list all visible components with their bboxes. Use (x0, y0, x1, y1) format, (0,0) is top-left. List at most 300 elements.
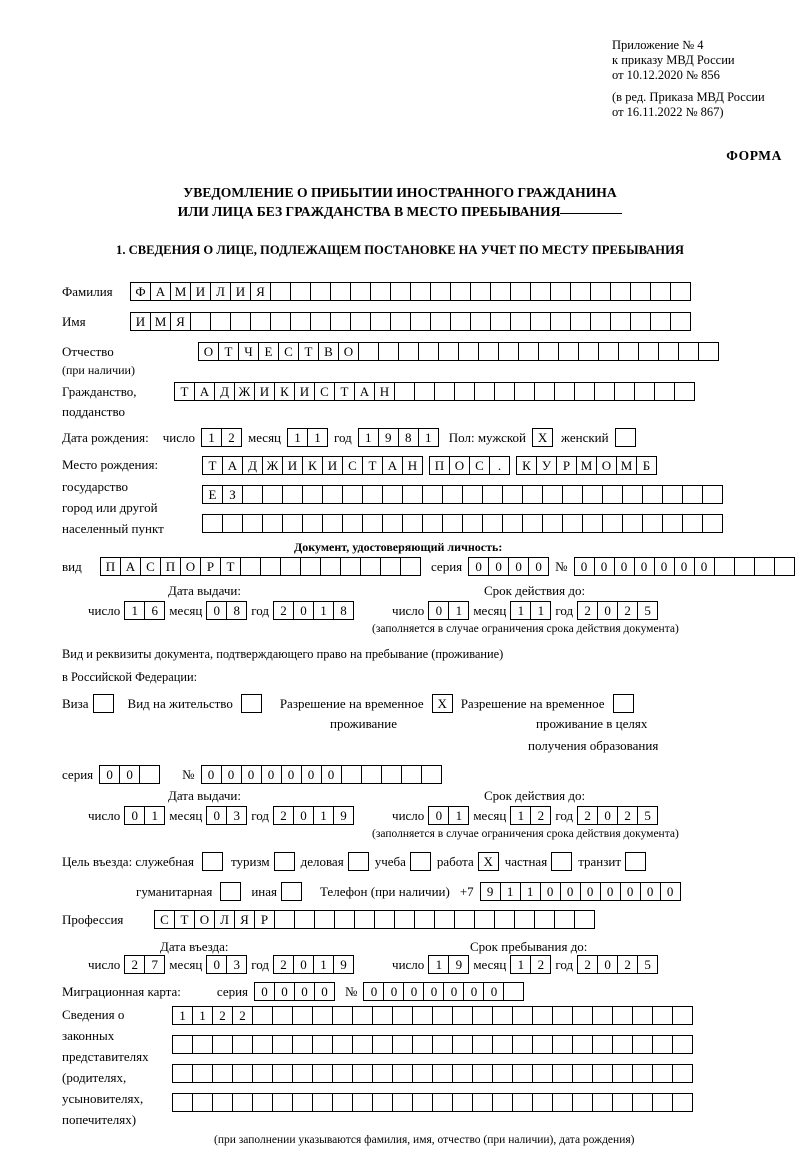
form-cell[interactable] (421, 765, 442, 784)
form-cell[interactable] (552, 1064, 573, 1083)
form-cell[interactable] (250, 312, 271, 331)
form-cell[interactable]: 1 (510, 601, 531, 620)
form-cell[interactable] (630, 312, 651, 331)
patronymic-input[interactable] (198, 342, 719, 361)
form-cell[interactable]: 2 (273, 601, 294, 620)
form-cell[interactable] (570, 282, 591, 301)
form-cell[interactable]: 0 (363, 982, 384, 1001)
form-cell[interactable] (262, 514, 283, 533)
form-cell[interactable]: 1 (418, 428, 439, 447)
sex-female-checkbox[interactable] (615, 428, 636, 447)
form-cell[interactable] (670, 282, 691, 301)
form-cell[interactable] (542, 514, 563, 533)
form-cell[interactable] (322, 514, 343, 533)
form-cell[interactable] (372, 1006, 393, 1025)
form-cell[interactable] (554, 910, 575, 929)
form-cell[interactable] (302, 485, 323, 504)
form-cell[interactable] (478, 342, 499, 361)
form-cell[interactable] (392, 1035, 413, 1054)
form-cell[interactable] (210, 312, 231, 331)
form-cell[interactable] (612, 1035, 633, 1054)
form-cell[interactable] (490, 312, 511, 331)
form-cell[interactable] (442, 514, 463, 533)
form-cell[interactable]: 3 (226, 955, 247, 974)
form-cell[interactable]: 0 (654, 557, 675, 576)
form-cell[interactable]: С (140, 557, 161, 576)
form-cell[interactable]: 0 (383, 982, 404, 1001)
surname-input[interactable] (130, 282, 691, 301)
form-cell[interactable]: 0 (694, 557, 715, 576)
form-cell[interactable]: 1 (428, 955, 449, 974)
form-cell[interactable] (472, 1006, 493, 1025)
form-cell[interactable] (422, 485, 443, 504)
form-cell[interactable] (622, 485, 643, 504)
form-cell[interactable]: 0 (293, 955, 314, 974)
form-cell[interactable]: 0 (403, 982, 424, 1001)
form-cell[interactable]: С (469, 456, 490, 475)
form-cell[interactable]: Н (374, 382, 395, 401)
purpose-work-checkbox[interactable]: X (478, 852, 499, 871)
form-cell[interactable]: 0 (281, 765, 302, 784)
form-cell[interactable] (503, 982, 524, 1001)
form-cell[interactable]: А (120, 557, 141, 576)
form-cell[interactable]: 2 (617, 806, 638, 825)
form-cell[interactable] (240, 557, 261, 576)
form-cell[interactable] (498, 342, 519, 361)
form-cell[interactable] (614, 382, 635, 401)
form-cell[interactable]: 5 (637, 601, 658, 620)
form-cell[interactable] (450, 312, 471, 331)
form-cell[interactable] (292, 1093, 313, 1112)
form-cell[interactable] (514, 382, 535, 401)
form-cell[interactable] (552, 1093, 573, 1112)
form-cell[interactable] (310, 312, 331, 331)
form-cell[interactable]: 0 (206, 806, 227, 825)
form-cell[interactable]: П (100, 557, 121, 576)
form-cell[interactable]: И (254, 382, 275, 401)
form-cell[interactable] (502, 514, 523, 533)
form-cell[interactable]: 1 (307, 428, 328, 447)
form-cell[interactable] (340, 557, 361, 576)
form-cell[interactable] (314, 910, 335, 929)
form-cell[interactable]: Д (242, 456, 263, 475)
form-cell[interactable] (352, 1035, 373, 1054)
entry-year-input[interactable] (273, 955, 354, 974)
purpose-official-checkbox[interactable] (202, 852, 223, 871)
form-cell[interactable] (532, 1064, 553, 1083)
form-cell[interactable] (512, 1035, 533, 1054)
form-cell[interactable]: 0 (423, 982, 444, 1001)
form-cell[interactable] (552, 1035, 573, 1054)
form-cell[interactable]: 0 (293, 601, 314, 620)
legal-rep-input-line3[interactable] (172, 1064, 693, 1083)
form-cell[interactable] (362, 485, 383, 504)
form-cell[interactable] (510, 282, 531, 301)
form-cell[interactable]: 0 (574, 557, 595, 576)
form-cell[interactable]: Т (174, 382, 195, 401)
stay-day-input[interactable] (428, 955, 469, 974)
form-cell[interactable]: В (318, 342, 339, 361)
form-cell[interactable] (402, 485, 423, 504)
form-cell[interactable]: 1 (448, 601, 469, 620)
form-cell[interactable] (512, 1064, 533, 1083)
form-cell[interactable]: 0 (594, 557, 615, 576)
form-cell[interactable]: 0 (99, 765, 120, 784)
form-cell[interactable]: 0 (483, 982, 504, 1001)
form-cell[interactable]: 1 (201, 428, 222, 447)
form-cell[interactable] (232, 1035, 253, 1054)
form-cell[interactable] (270, 312, 291, 331)
form-cell[interactable] (610, 312, 631, 331)
form-cell[interactable]: И (230, 282, 251, 301)
form-cell[interactable] (322, 485, 343, 504)
form-cell[interactable]: М (150, 312, 171, 331)
form-cell[interactable]: 0 (221, 765, 242, 784)
form-cell[interactable] (554, 382, 575, 401)
form-cell[interactable] (482, 485, 503, 504)
form-cell[interactable]: 0 (597, 955, 618, 974)
form-cell[interactable] (292, 1006, 313, 1025)
form-cell[interactable]: Р (254, 910, 275, 929)
form-cell[interactable]: С (278, 342, 299, 361)
form-cell[interactable] (292, 1064, 313, 1083)
form-cell[interactable] (392, 1093, 413, 1112)
form-cell[interactable]: 1 (124, 601, 145, 620)
form-cell[interactable] (590, 312, 611, 331)
form-cell[interactable]: Е (202, 485, 223, 504)
form-cell[interactable] (672, 1006, 693, 1025)
form-cell[interactable] (494, 910, 515, 929)
form-cell[interactable]: 2 (124, 955, 145, 974)
form-cell[interactable] (232, 1064, 253, 1083)
form-cell[interactable] (462, 514, 483, 533)
form-cell[interactable] (562, 485, 583, 504)
form-cell[interactable] (538, 342, 559, 361)
form-cell[interactable]: 0 (294, 982, 315, 1001)
form-cell[interactable] (462, 485, 483, 504)
permit-issue-year-input[interactable] (273, 806, 354, 825)
form-cell[interactable] (534, 910, 555, 929)
form-cell[interactable] (312, 1006, 333, 1025)
birth-year-input[interactable] (358, 428, 439, 447)
form-cell[interactable] (452, 1006, 473, 1025)
form-cell[interactable] (530, 312, 551, 331)
form-cell[interactable] (372, 1035, 393, 1054)
form-cell[interactable] (292, 1035, 313, 1054)
form-cell[interactable] (672, 1064, 693, 1083)
form-cell[interactable] (312, 1064, 333, 1083)
form-cell[interactable] (430, 312, 451, 331)
form-cell[interactable] (458, 342, 479, 361)
form-cell[interactable]: 0 (540, 882, 561, 901)
form-cell[interactable] (300, 557, 321, 576)
form-cell[interactable]: 2 (617, 955, 638, 974)
form-cell[interactable] (552, 1006, 573, 1025)
form-cell[interactable] (252, 1006, 273, 1025)
temporary-residence-checkbox[interactable]: X (432, 694, 453, 713)
form-cell[interactable] (572, 1035, 593, 1054)
form-cell[interactable] (290, 282, 311, 301)
form-cell[interactable] (612, 1093, 633, 1112)
birth-day-input[interactable] (201, 428, 242, 447)
form-cell[interactable] (574, 382, 595, 401)
form-cell[interactable] (602, 514, 623, 533)
entry-month-input[interactable] (206, 955, 247, 974)
entry-day-input[interactable] (124, 955, 165, 974)
form-cell[interactable]: 1 (313, 955, 334, 974)
form-cell[interactable] (550, 282, 571, 301)
form-cell[interactable] (172, 1064, 193, 1083)
form-cell[interactable] (632, 1006, 653, 1025)
form-cell[interactable] (332, 1064, 353, 1083)
form-cell[interactable]: 0 (124, 806, 145, 825)
form-cell[interactable] (270, 282, 291, 301)
form-cell[interactable]: О (338, 342, 359, 361)
sex-male-checkbox[interactable]: X (532, 428, 553, 447)
form-cell[interactable] (510, 312, 531, 331)
form-cell[interactable]: 0 (293, 806, 314, 825)
form-cell[interactable] (512, 1006, 533, 1025)
form-cell[interactable] (410, 312, 431, 331)
form-cell[interactable] (310, 282, 331, 301)
purpose-tourism-checkbox[interactable] (274, 852, 295, 871)
form-cell[interactable] (652, 1035, 673, 1054)
form-cell[interactable] (492, 1093, 513, 1112)
form-cell[interactable] (332, 1006, 353, 1025)
form-cell[interactable] (212, 1093, 233, 1112)
form-cell[interactable]: 0 (614, 557, 635, 576)
form-cell[interactable] (394, 382, 415, 401)
form-cell[interactable] (492, 1035, 513, 1054)
form-cell[interactable]: 1 (287, 428, 308, 447)
form-cell[interactable] (352, 1064, 373, 1083)
migration-series-input[interactable] (254, 982, 335, 1001)
form-cell[interactable]: О (198, 342, 219, 361)
form-cell[interactable]: А (194, 382, 215, 401)
form-cell[interactable]: 1 (448, 806, 469, 825)
form-cell[interactable] (380, 557, 401, 576)
form-cell[interactable] (474, 910, 495, 929)
form-cell[interactable] (534, 382, 555, 401)
permit-issue-day-input[interactable] (124, 806, 165, 825)
form-cell[interactable] (632, 1064, 653, 1083)
permit-number-input[interactable] (201, 765, 442, 784)
form-cell[interactable] (360, 557, 381, 576)
stay-month-input[interactable] (510, 955, 551, 974)
form-cell[interactable]: И (130, 312, 151, 331)
form-cell[interactable]: 0 (443, 982, 464, 1001)
form-cell[interactable] (381, 765, 402, 784)
profession-input[interactable] (154, 910, 595, 929)
form-cell[interactable]: Т (220, 557, 241, 576)
form-cell[interactable] (662, 485, 683, 504)
form-cell[interactable]: 0 (428, 806, 449, 825)
form-cell[interactable] (432, 1093, 453, 1112)
form-cell[interactable] (714, 557, 735, 576)
form-cell[interactable]: Е (258, 342, 279, 361)
form-cell[interactable]: 9 (333, 806, 354, 825)
form-cell[interactable] (570, 312, 591, 331)
form-cell[interactable] (578, 342, 599, 361)
form-cell[interactable] (652, 1093, 673, 1112)
form-cell[interactable] (672, 1035, 693, 1054)
form-cell[interactable]: 1 (530, 601, 551, 620)
form-cell[interactable]: Д (214, 382, 235, 401)
form-cell[interactable] (658, 342, 679, 361)
form-cell[interactable] (392, 1006, 413, 1025)
purpose-private-checkbox[interactable] (551, 852, 572, 871)
form-cell[interactable]: 9 (378, 428, 399, 447)
form-cell[interactable]: 9 (333, 955, 354, 974)
form-cell[interactable] (342, 485, 363, 504)
form-cell[interactable]: А (150, 282, 171, 301)
form-cell[interactable]: 0 (301, 765, 322, 784)
form-cell[interactable]: 1 (510, 806, 531, 825)
form-cell[interactable] (472, 1035, 493, 1054)
form-cell[interactable] (662, 514, 683, 533)
form-cell[interactable] (452, 1064, 473, 1083)
form-cell[interactable]: 0 (321, 765, 342, 784)
form-cell[interactable] (302, 514, 323, 533)
form-cell[interactable]: 2 (232, 1006, 253, 1025)
form-cell[interactable] (252, 1093, 273, 1112)
education-residence-checkbox[interactable] (613, 694, 634, 713)
form-cell[interactable] (634, 382, 655, 401)
form-cell[interactable]: Я (170, 312, 191, 331)
form-cell[interactable] (414, 910, 435, 929)
form-cell[interactable]: 0 (508, 557, 529, 576)
form-cell[interactable] (370, 282, 391, 301)
form-cell[interactable]: С (154, 910, 175, 929)
form-cell[interactable] (418, 342, 439, 361)
form-cell[interactable] (452, 1035, 473, 1054)
form-cell[interactable]: 0 (640, 882, 661, 901)
form-cell[interactable] (370, 312, 391, 331)
phone-input[interactable] (480, 882, 681, 901)
form-cell[interactable] (192, 1093, 213, 1112)
identity-document-number-input[interactable] (574, 557, 795, 576)
form-cell[interactable] (232, 1093, 253, 1112)
form-cell[interactable]: 0 (634, 557, 655, 576)
form-cell[interactable]: 0 (468, 557, 489, 576)
form-cell[interactable]: 2 (577, 601, 598, 620)
form-cell[interactable] (320, 557, 341, 576)
form-cell[interactable]: Ф (130, 282, 151, 301)
form-cell[interactable] (242, 485, 263, 504)
form-cell[interactable] (670, 312, 691, 331)
form-cell[interactable]: П (160, 557, 181, 576)
form-cell[interactable]: 0 (119, 765, 140, 784)
form-cell[interactable] (342, 514, 363, 533)
form-cell[interactable] (394, 910, 415, 929)
form-cell[interactable]: 1 (510, 955, 531, 974)
purpose-study-checkbox[interactable] (410, 852, 431, 871)
form-cell[interactable] (442, 485, 463, 504)
form-cell[interactable] (754, 557, 775, 576)
form-cell[interactable] (374, 910, 395, 929)
form-cell[interactable] (400, 557, 421, 576)
form-cell[interactable]: М (170, 282, 191, 301)
form-cell[interactable]: 2 (530, 955, 551, 974)
form-cell[interactable]: 7 (144, 955, 165, 974)
purpose-business-checkbox[interactable] (348, 852, 369, 871)
form-cell[interactable] (432, 1035, 453, 1054)
form-cell[interactable] (532, 1035, 553, 1054)
form-cell[interactable] (390, 282, 411, 301)
form-cell[interactable]: Н (402, 456, 423, 475)
form-cell[interactable] (512, 1093, 533, 1112)
form-cell[interactable] (350, 312, 371, 331)
form-cell[interactable]: К (302, 456, 323, 475)
form-cell[interactable] (212, 1035, 233, 1054)
form-cell[interactable] (252, 1064, 273, 1083)
form-cell[interactable]: К (516, 456, 537, 475)
form-cell[interactable] (350, 282, 371, 301)
legal-rep-input-line4[interactable] (172, 1093, 693, 1112)
form-cell[interactable] (192, 1035, 213, 1054)
form-cell[interactable]: С (342, 456, 363, 475)
form-cell[interactable]: 0 (241, 765, 262, 784)
form-cell[interactable] (202, 514, 223, 533)
form-cell[interactable] (172, 1093, 193, 1112)
form-cell[interactable] (518, 342, 539, 361)
form-cell[interactable]: И (190, 282, 211, 301)
form-cell[interactable] (514, 910, 535, 929)
form-cell[interactable]: 0 (597, 806, 618, 825)
form-cell[interactable] (282, 514, 303, 533)
form-cell[interactable]: 2 (273, 955, 294, 974)
form-cell[interactable]: 0 (274, 982, 295, 1001)
form-cell[interactable] (678, 342, 699, 361)
form-cell[interactable]: 0 (206, 601, 227, 620)
form-cell[interactable]: К (274, 382, 295, 401)
form-cell[interactable] (542, 485, 563, 504)
form-cell[interactable] (492, 1064, 513, 1083)
form-cell[interactable] (582, 485, 603, 504)
form-cell[interactable] (530, 282, 551, 301)
form-cell[interactable]: . (489, 456, 510, 475)
form-cell[interactable] (592, 1093, 613, 1112)
birthplace-type-input[interactable] (429, 456, 510, 475)
form-cell[interactable] (402, 514, 423, 533)
form-cell[interactable] (650, 312, 671, 331)
form-cell[interactable] (330, 312, 351, 331)
form-cell[interactable]: Т (218, 342, 239, 361)
form-cell[interactable] (294, 910, 315, 929)
form-cell[interactable]: 2 (212, 1006, 233, 1025)
birthplace-city-input-line3[interactable] (202, 514, 723, 533)
form-cell[interactable] (280, 557, 301, 576)
form-cell[interactable]: 0 (206, 955, 227, 974)
form-cell[interactable] (452, 1093, 473, 1112)
form-cell[interactable]: 1 (358, 428, 379, 447)
legal-rep-input-line2[interactable] (172, 1035, 693, 1054)
form-cell[interactable] (432, 1064, 453, 1083)
form-cell[interactable]: 0 (660, 882, 681, 901)
form-cell[interactable] (354, 910, 375, 929)
form-cell[interactable] (192, 1064, 213, 1083)
form-cell[interactable] (454, 910, 475, 929)
form-cell[interactable] (532, 1093, 553, 1112)
form-cell[interactable]: Т (202, 456, 223, 475)
form-cell[interactable]: Т (334, 382, 355, 401)
form-cell[interactable] (412, 1006, 433, 1025)
stay-year-input[interactable] (577, 955, 658, 974)
form-cell[interactable] (410, 282, 431, 301)
form-cell[interactable] (412, 1035, 433, 1054)
form-cell[interactable]: З (222, 485, 243, 504)
birth-month-input[interactable] (287, 428, 328, 447)
